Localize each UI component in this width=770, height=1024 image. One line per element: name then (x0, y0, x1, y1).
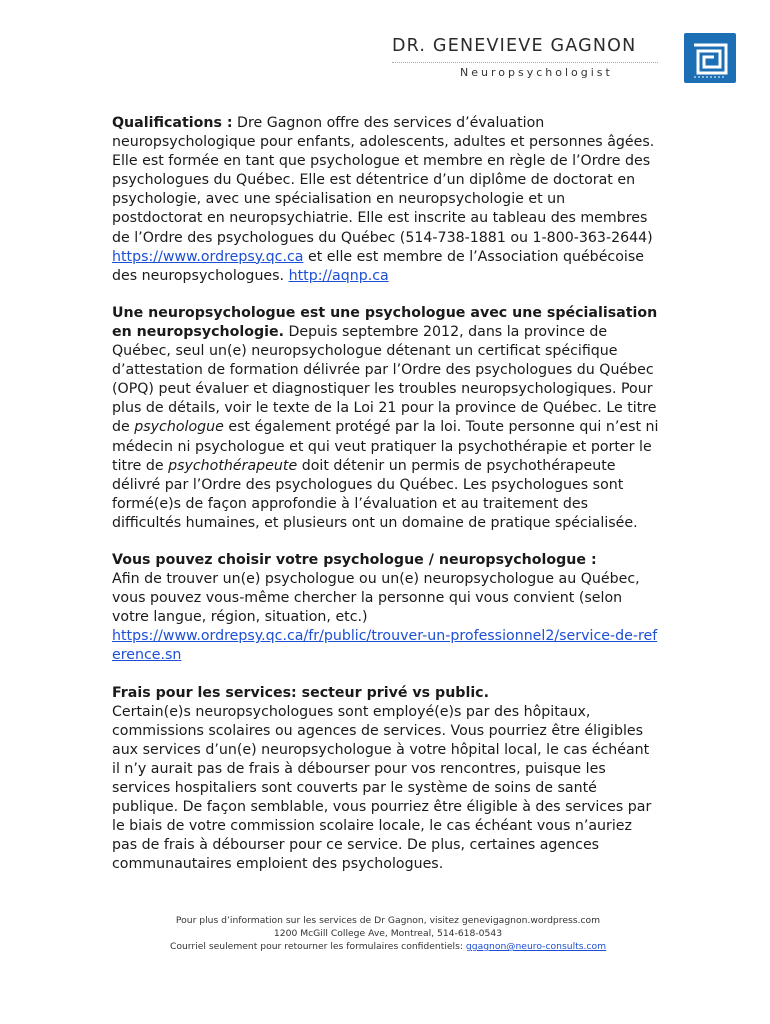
header-name: DR. GENEVIEVE GAGNON (392, 36, 637, 56)
footer-info: Pour plus d’information sur les services de Dr Gagnon, visitez genevigagnon.wordpress.com (175, 915, 601, 926)
footer-email-line (110, 940, 666, 953)
neuropsychology-text: Depuis septembre 2012, dans la province de Québec, seul un(e) neuropsychologue détenant un certificat spécifique d’attestation de formation délivrée par l’Ordre des psychologues du Québec (OPQ) peut évaluer et diagnostiquer les troubles neuropsychologiques. Pour plus de détails, voir le texte de la Loi 21 pour la province de Québec. Le titre de (112, 323, 657, 436)
footer-email-link[interactable]: ggagnon@neuro-consults.com (465, 941, 607, 952)
section-neuropsychology (112, 304, 660, 533)
choose-heading: Vous pouvez choisir votre psychologue / neuropsychologue : (112, 551, 597, 568)
footer-address: 1200 McGill College Ave, Montreal, 514-618-0543 (273, 928, 503, 939)
section-choose (112, 551, 660, 666)
header-subtitle: Neuropsychologist (460, 66, 613, 79)
neuropsychology-heading: Une neuropsychologue est une psychologue avec une spécialisation en neuropsychologie. (112, 304, 658, 340)
fees-text: Certain(e)s neuropsychologues sont employé(e)s par des hôpitaux, commissions scolaires ou agences de services. Vous pourriez être éligibles aux services d’un(e) neuropsychologue à votre hôpital local, le cas échéant il n’y aurait pas de frais à débourser pour vos rencontres, puisque les services hospitaliers sont couverts par le système de soins de santé publique. De façon semblable, vous pourriez être éligible à des services par le biais de votre commission scolaire locale, le cas échéant vous n’auriez pas de frais à débourser pour ce service. De plus, certaines agences communautaires emploient des psychologues. (112, 703, 652, 873)
section-qualifications (112, 114, 660, 286)
aqnp-link[interactable]: http://aqnp.ca (288, 267, 389, 284)
psychologue-term: psychologue (134, 419, 224, 436)
fees-heading: Frais pour les services: secteur privé vs public. (112, 684, 489, 701)
choose-text: Afin de trouver un(e) psychologue ou un(e) neuropsychologue au Québec, vous pouvez vous-même chercher la personne qui vous convient (selon votre langue, région, situation, etc.) (112, 571, 640, 626)
header-divider (392, 62, 658, 63)
neuropsychology-text-3: doit détenir un permis de psychothérapeute délivré par l’Ordre des psychologues du Québec. Les psychologues sont formé(e)s de façon approfondie à l’évaluation et au traitement des difficultés humaines, et plusieurs ont un domaine de pratique spécialisée. (112, 457, 638, 531)
qualifications-text-2: et elle est membre de l’Association québécoise des neuropsychologues. (112, 248, 644, 284)
qualifications-heading: Qualifications : (112, 115, 233, 131)
logo-icon (684, 33, 736, 83)
reference-service-link[interactable]: https://www.ordrepsy.qc.ca/fr/public/trouver-un-professionnel2/service-de-reference.sn (112, 628, 658, 664)
footer-email-label: Courriel seulement pour retourner les formulaires confidentiels: (169, 941, 466, 952)
section-fees (112, 684, 660, 875)
neuropsychology-text-2: est également protégé par la loi. Toute personne qui n’est ni médecin ni psychologue et qui veut pratiquer la psychothérapie et porter le titre de (112, 419, 659, 474)
document-body (112, 114, 660, 892)
psychotherapeute-term: psychothérapeute (168, 457, 298, 474)
ordrepsy-link[interactable]: https://www.ordrepsy.qc.ca (112, 248, 304, 265)
footer (110, 914, 666, 953)
qualifications-text: Dre Gagnon offre des services d’évaluation neuropsychologique pour enfants, adolescents, adultes et personnes âgées. Elle est formée en tant que psychologue et membre en règle de l’Ordre des psychologues du Québec. Elle est détentrice d’un diplôme de doctorat en psychologie, avec une spécialisation en neuropsychologie et un postdoctorat en neuropsychiatrie. Elle est inscrite au tableau des membres de l’Ordre des psychologues du Québec (514-738-1881 ou 1-800-363-2644) (112, 115, 655, 246)
